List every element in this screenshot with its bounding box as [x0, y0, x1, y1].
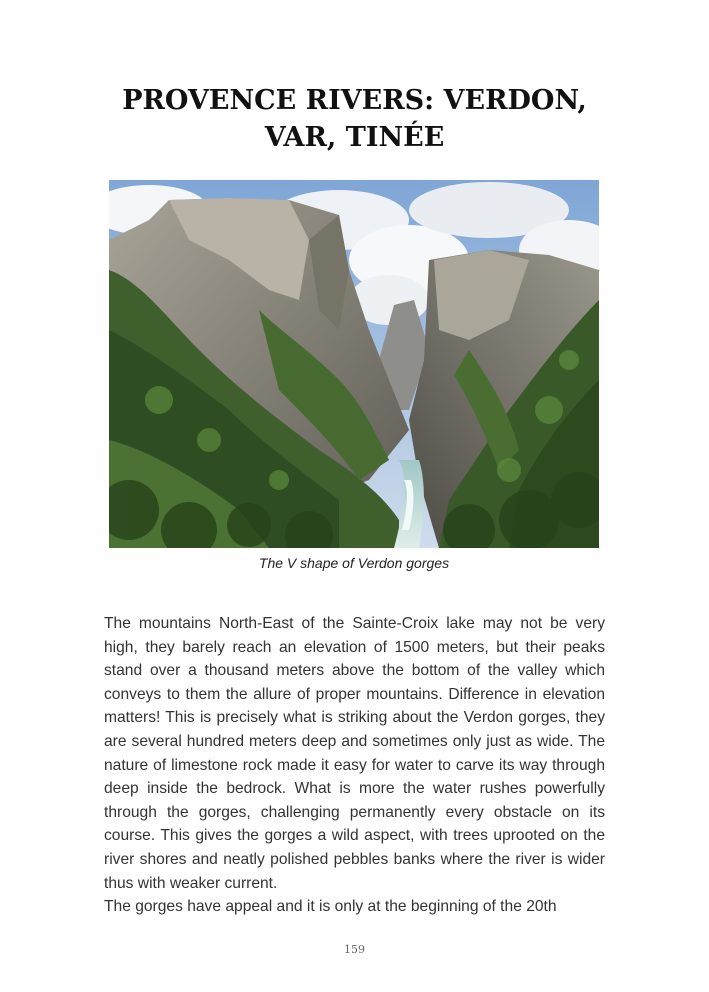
page-number: 159	[344, 943, 365, 956]
photo-caption: The V shape of Verdon gorges	[258, 555, 450, 571]
page-title	[80, 82, 629, 156]
title-line-1: PROVENCE RIVERS: VERDON,	[122, 85, 587, 116]
paragraph-2: The gorges have appeal and it is only at the beginning of the 20th	[104, 898, 557, 916]
title-line-2: VAR, TINÉE	[264, 122, 445, 153]
body-text	[104, 612, 605, 919]
verdon-gorges-photo	[109, 180, 599, 548]
paragraph-1: The mountains North-East of the Sainte-Croix lake may not be very high, they barely reach an elevation of 1500 meters, but their peaks stand over a thousand meters above the bottom of the valley which conveys to them the allure of proper mountains. Difference in elevation matters! This is precisely what is striking about the Verdon gorges, they are several hundred meters deep and sometimes only just as wide. The nature of limestone rock made it easy for water to carve its way through deep inside the bedrock. What is more the water rushes powerfully through the gorges, challenging permanently every obstacle on its course. This gives the gorges a wild aspect, with trees uprooted on the river shores and neatly polished pebbles banks where the river is wider thus with weaker current.	[104, 615, 605, 892]
